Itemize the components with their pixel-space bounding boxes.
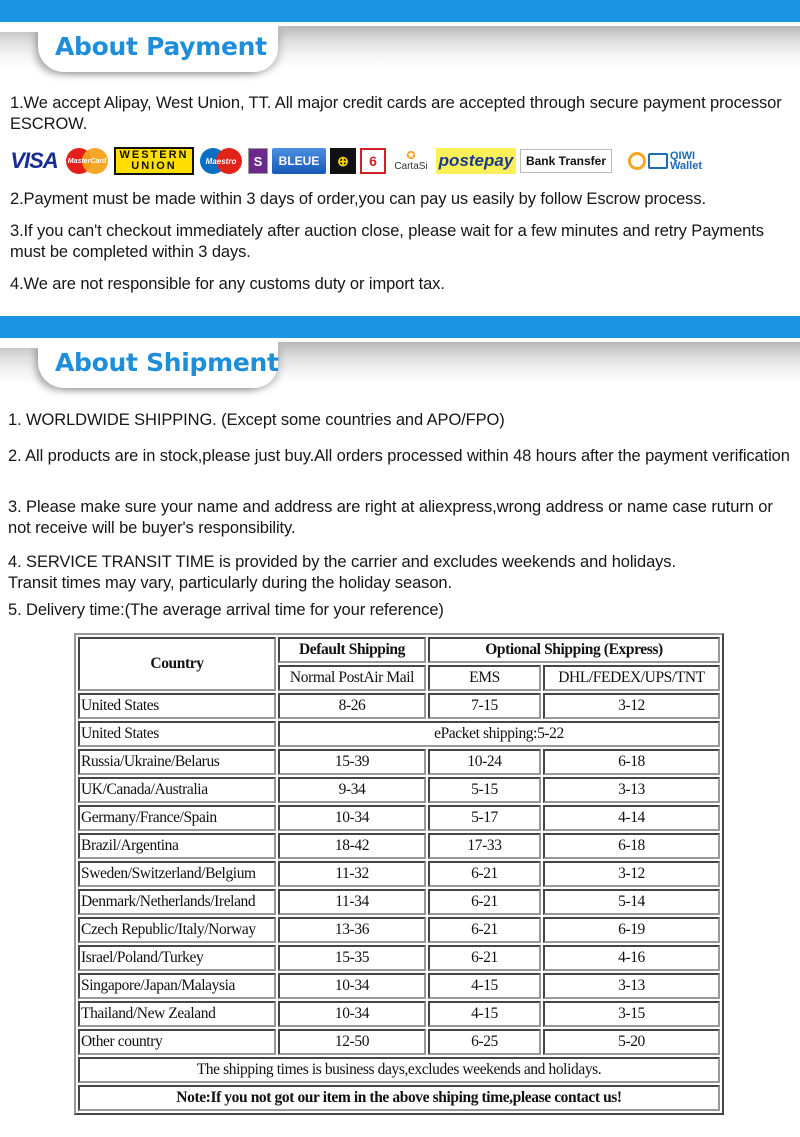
table-row: United States 8-26 7-15 3-12	[78, 693, 720, 719]
shipping-time-table	[74, 633, 724, 1115]
table-row: Israel/Poland/Turkey 15-35 6-21 4-16	[78, 945, 720, 971]
visa-logo: VISA	[10, 148, 58, 173]
payment-item-1: 1.We accept Alipay, West Union, TT. All major credit cards are accepted through secure payment processor ESCROW.	[10, 94, 782, 133]
table-row: Czech Republic/Italy/Norway 13-36 6-21 6-19	[78, 917, 720, 943]
header-country: Country	[78, 637, 276, 691]
table-row: Thailand/New Zealand 10-34 4-15 3-15	[78, 1001, 720, 1027]
maestro-logo: Maestro	[198, 147, 244, 175]
table-row: UK/Canada/Australia 9-34 5-15 3-13	[78, 777, 720, 803]
epacket-cell: ePacket shipping:5-22	[278, 721, 720, 747]
table-row: Denmark/Netherlands/Ireland 11-34 6-21 5-14	[78, 889, 720, 915]
header-ems: EMS	[428, 665, 541, 691]
shipment-title: About Shipment	[55, 348, 279, 377]
table-row: Singapore/Japan/Malaysia 10-34 4-15 3-13	[78, 973, 720, 999]
payment-item-3: 3.If you can't checkout immediately after auction close, please wait for a few minutes and retry Payments must be completed within 3 days.	[10, 222, 764, 261]
payment-title: About Payment	[55, 32, 267, 61]
payment-section-header	[0, 22, 800, 82]
table-row: Germany/France/Spain 10-34 5-17 4-14	[78, 805, 720, 831]
business-days-note: The shipping times is business days,excludes weekends and holidays.	[78, 1057, 720, 1083]
header-post-air-mail: Normal PostAir Mail	[278, 665, 426, 691]
shipment-item-3: 3. Please make sure your name and address are right at aliexpress,wrong address or name case ruturn or not receive will be buyer's responsibility.	[8, 498, 773, 537]
qiwi-wallet-logo: QIWI Wallet	[628, 147, 724, 175]
carte-bleue-logo: BLEUE	[272, 148, 326, 174]
six-card-logo: 6	[360, 148, 386, 174]
table-row: Other country 12-50 6-25 5-20	[78, 1029, 720, 1055]
table-row: Sweden/Switzerland/Belgium 11-32 6-21 3-12	[78, 861, 720, 887]
contact-note: Note:If you not got our item in the above shiping time,please contact us!	[78, 1085, 720, 1111]
table-footer-row	[78, 1057, 720, 1083]
table-row: Brazil/Argentina 18-42 17-33 6-18	[78, 833, 720, 859]
bank-transfer-logo: Bank Transfer	[520, 149, 612, 173]
table-footer-row	[78, 1085, 720, 1111]
top-blue-bar	[0, 0, 800, 22]
postepay-logo: postepay	[436, 148, 516, 174]
table-row: Russia/Ukraine/Belarus 15-39 10-24 6-18	[78, 749, 720, 775]
payment-item-2: 2.Payment must be made within 3 days of order,you can pay us easily by follow Escrow process.	[10, 190, 706, 208]
table-header-row	[78, 637, 720, 663]
header-optional-shipping: Optional Shipping (Express)	[428, 637, 720, 663]
sg-card-logo: S	[248, 148, 268, 174]
payment-item-4: 4.We are not responsible for any customs duty or import tax.	[10, 275, 445, 293]
middle-blue-bar	[0, 316, 800, 338]
payment-logos	[8, 143, 724, 179]
cartasi-logo: ✪ CartaSi	[394, 149, 428, 172]
header-default-shipping: Default Shipping	[278, 637, 426, 663]
western-union-logo: WESTERN UNION	[114, 147, 194, 175]
jcb-logo: ⊕	[330, 148, 356, 174]
shipment-item-1: 1. WORLDWIDE SHIPPING. (Except some countries and APO/FPO)	[8, 411, 505, 429]
shipment-item-4: 4. SERVICE TRANSIT TIME is provided by the carrier and excludes weekends and holidays. Transit times may vary, particularly during the holiday season.	[8, 553, 676, 592]
shipment-item-2: 2. All products are in stock,please just buy.All orders processed within 48 hours after the payment verification	[8, 447, 790, 465]
header-dhl: DHL/FEDEX/UPS/TNT	[543, 665, 720, 691]
table-row: United States ePacket shipping:5-22	[78, 721, 720, 747]
mastercard-logo: MasterCard	[64, 147, 110, 175]
shipment-item-5: 5. Delivery time:(The average arrival time for your reference)	[8, 601, 444, 619]
shipment-section-header	[0, 338, 800, 398]
